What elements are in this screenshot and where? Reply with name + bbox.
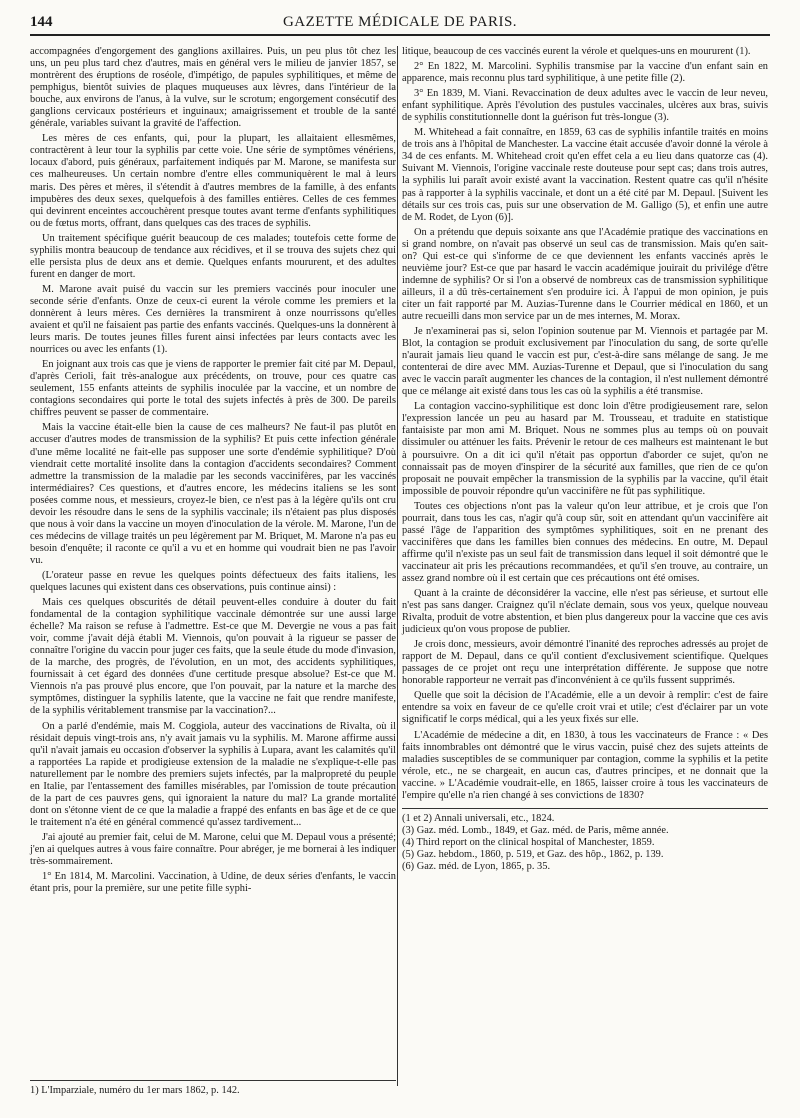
paragraph: On a prétendu que depuis soixante ans que l'Académie pratique des vaccinations en si grand nombre, on n'avait pas observé un seul cas de transmission. Mais qu'en sait-on? Qui est-ce qui s'informe de ce que deviennent les enfants vaccinés après le neuvième jour? Est-ce que par hasard le vaccin académique jouirait du privilége d'être indemne de syphilis? Or si l'on a observé de nombreux cas de transmission syphilitique ailleurs, il a dû très-certainement s'en produire ici. À l'appui de mon opinion, je puis citer un fait rapporté par M. Auzias-Turenne dans le Courrier médical en 1860, et un autre recueilli dans mon service par un de mes internes, M. Morax.	[402, 226, 768, 322]
paragraph: 3° En 1839, M. Viani. Revaccination de deux adultes avec le vaccin de leur neveu, enfant syphilitique. Après l'évolution des pustules vaccinales, ulcères aux bras, suivis de syphilis constitutionnelle dont la guérison fut très-longue (3).	[402, 88, 768, 124]
left-column	[30, 46, 396, 898]
paragraph: Quelle que soit la décision de l'Académie, elle a un devoir à remplir: c'est de faire entendre sa voix en faveur de ce qu'elle croit vrai et utile; c'est d'éclairer par un vote significatif le corps médical, qui a les yeux fixés sur elle.	[402, 690, 768, 726]
footnote: (4) Third report on the clinical hospital of Manchester, 1859.	[402, 836, 655, 848]
page-header	[30, 12, 770, 36]
paragraph: Quant à la crainte de déconsidérer la vaccine, elle n'est pas sérieuse, et surtout elle n'est pas sans danger. Craignez qu'il n'éclate demain, sous vos yeux, quelque nouveau Rivalta, produit de votre abstention, et bien plus dangereux pour la vaccine que ces avis judicieux qu'on vous propose de publier.	[402, 588, 768, 636]
page-number: 144	[30, 14, 53, 30]
paragraph: Mais ces quelques obscurités de détail peuvent-elles conduire à douter du fait fondamental de la contagion syphilitique vaccinale démontrée sur une aussi large échelle? Ma raison se refuse à l'admettre. Est-ce que M. Devergie ne vous a pas fait voir, comme j'avait déjà établi M. Viennois, qu'on pouvait à la rigueur se passer de connaître l'origine du vaccin pour juger ces faits, que la seule étude du mode d'invasion, de la marche, des progrès, de l'évolution, en un mot, des accidents syphilitiques, fournissait à cet égard des données d'une certitude presque absolue? Est-ce que M. Viennois n'a pas prouvé plus encore, que l'on pouvait, par la nature et la marche des symptômes, distinguer la syphilis latente, que la vaccine ne fait que rendre manifeste, de la syphilis véritablement transmise par la vaccination?...	[30, 597, 396, 717]
paragraph: accompagnées d'engorgement des ganglions axillaires. Puis, un peu plus tôt chez les uns, un peu plus tard chez d'autres, mais en général vers le milieu de janvier 1857, se montrèrent des éruptions de roséole, d'impétigo, de papules syphilitiques, et même de pemphigus, bientôt suivies de plaques muqueuses aux lèvres, dans l'intérieur de la bouche, aux environs de l'anus, à la vulve, sur le scrotum; engorgement consécutif des ganglions cervicaux postérieurs et inguinaux; amaigrissement et trouble de la santé générale, variables suivant la gravité de l'affection.	[30, 46, 396, 130]
paragraph: J'ai ajouté au premier fait, celui de M. Marone, celui que M. Depaul vous a présenté; j'en ai quelques autres à vous faire connaître. Pour abréger, je me bornerai à les indiquer très-sommairement.	[30, 831, 396, 868]
paragraph: M. Marone avait puisé du vaccin sur les premiers vaccinés pour inoculer une seconde série d'enfants. Onze de ceux-ci eurent la vérole comme les premiers et la donnèrent à leurs mères. Ces dernières la transmirent à onze nourrissons qu'elles avaient et qu'il ne faisaient pas partie des enfants vaccinés. Quelques-uns la donnèrent à leurs maris. De toutes jeunes filles furent ainsi infectées par leurs contacts avec les nourrices ou avec les enfants (1).	[30, 283, 396, 356]
paragraph: 2° En 1822, M. Marcolini. Syphilis transmise par la vaccine d'un enfant sain en apparence, mais reconnu plus tard syphilitique, à une petite fille (2).	[402, 61, 768, 85]
footnote: (5) Gaz. hebdom., 1860, p. 519, et Gaz. des hôp., 1862, p. 139.	[402, 848, 664, 860]
paragraph: Je crois donc, messieurs, avoir démontré l'inanité des reproches adressés au projet de rapport de M. Depaul, dans ce qu'il contient d'exclusivement scientifique. Quelques passages de ce projet ont reçu une interprétation différente. Je suppose que notre honorable rapporteur ne verrait pas d'inconvénient à ce qu'ils fussent supprimés.	[402, 639, 768, 687]
footnote: (3) Gaz. méd. Lomb., 1849, et Gaz. méd. de Paris, même année.	[402, 824, 669, 836]
column-divider	[397, 46, 398, 1086]
paragraph: Mais la vaccine était-elle bien la cause de ces malheurs? Ne faut-il pas plutôt en accuser d'autres modes de transmission de la syphilis? Et puis cette infection générale d'une même localité ne fait-elle pas supposer une sorte d'endémie syphilitique? D'où viendrait cette mortalité insolite dans la contagion d'accidents secondaires? Comment admettre la transmission de la maladie par les seconds vaccinifères, par les vaccinés intermédiaires? Ces questions, et d'autres encore, les médecins italiens se les sont posées comme nous, et messieurs, croyez-le bien, ce n'est pas à la légère qu'ils ont cru devoir les résoudre dans le sens de la syphilis vaccinale; ils n'étaient pas plus disposés que nous à voir dans la vaccine un moyen d'inoculation de la vérole. M. Marone, l'un de ces médecins de village traités un peu légèrement par M. Briquet, M. Marone n'a pas eu besoin d'enquête; il raconte ce qu'il a vu et en homme qui voudrait bien ne pas l'avoir vu.	[30, 422, 396, 566]
footnote: (6) Gaz. méd. de Lyon, 1865, p. 35.	[402, 860, 551, 872]
paragraph: On a parlé d'endémie, mais M. Coggiola, auteur des vaccinations de Rivalta, où il résidait depuis vingt-trois ans, n'y avait jamais vu la syphilis. M. Marone affirme aussi qu'il n'avait jamais eu occasion d'observer la syphilis à Lupara, avant les calamités qu'il a rapportées La rapide et prodigieuse extension de la maladie ne s'explique-t-elle pas naturellement par le nombre des premiers sujets infectés, par la malpropreté du peuple en Italie, par l'entassement des familles misérables, par l'omission de toute précaution de la part de ces pauvres gens, qui ignoraient la nature du mal? La grande mortalité dont on s'étonne vient de ce que la maladie a frappé des enfants en bas âge et de ce que le traitement n'a été en général commencé qu'assez tardivement...	[30, 720, 396, 828]
paragraph: Les mères de ces enfants, qui, pour la plupart, les allaitaient ellesmêmes, contractèrent à leur tour la syphilis par cette voie. Une série de symptômes vénériens, locaux d'abord, puis généraux, parfaitement indiqués par M. Marone, se manifesta sur ces malheureuses. Un certain nombre d'entre elles communiquèrent le mal à leurs maris. Des pères et mères, il s'étendit à d'autres membres de la famille, à des enfants impubères des deux sexes, quelquefois à des familles entières. Celles de ces femmes qui devinrent enceintes accouchèrent presque toutes avant terme d'enfants syphilitiques ou de fœtus morts, offrant, dans quelques cas des traces de syphilis.	[30, 133, 396, 229]
paragraph: litique, beaucoup de ces vaccinés eurent la vérole et quelques-uns en moururent (1).	[402, 46, 751, 57]
running-title: GAZETTE MÉDICALE DE PARIS.	[282, 14, 518, 30]
paragraph: Un traitement spécifique guérit beaucoup de ces malades; toutefois cette forme de syphilis montra beaucoup de tendance aux récidives, et il se trouva des sujets chez qui elle persista plus de deux ans et demie. Quelques enfants moururent, et des adultes furent en danger de mort.	[30, 232, 396, 280]
paragraph: (L'orateur passe en revue les quelques points défectueux des faits italiens, les quelques lacunes qui existent dans ces observations, puis continue ainsi) :	[30, 569, 396, 594]
paragraph: Toutes ces objections n'ont pas la valeur qu'on leur attribue, et je crois que l'on pourrait, dans tous les cas, n'agir qu'à coup sûr, soit en attendant qu'un vaccinifère ait passé l'âge de l'apparition des symptômes syphilitiques, soit en ne prenant des vaccinifères que dans les familles bien connues des médecins. En outre, M. Depaul affirme qu'il n'existe pas un seul fait de transmission dans lequel il soit démontré que le vaccinateur ait pris les précautions recommandées, et qu'il s'en trouve, au contraire, un assez grand nombre où il est certain que ces précautions ont été omises.	[402, 500, 768, 584]
paragraph: M. Whitehead a fait connaître, en 1859, 63 cas de syphilis infantile traités en moins de trois ans à l'hôpital de Manchester. La vaccine était accusée d'avoir donné la vérole à 34 de ces enfants. M. Whitehead croit qu'en effet cela a eu lieu dans quatorze cas (4). Suivant M. Viennois, l'origine vaccinale reste douteuse pour sept cas; dans trois autres, la syphilis lui paraît avoir existé avant la vaccination. Restent quatre cas qu'il n'hésite pas à rapporter à la syphilis vaccinale, et dont un a été cité par M. Depaul. [Suivent les détails sur ces trois cas, puis sur une observation de M. Galligo (5), et enfin une autre de M. Rodet, de Lyon (6)].	[402, 127, 768, 223]
right-column	[402, 46, 768, 873]
footnote: 1) L'Imparziale, numéro du 1er mars 1862, p. 142.	[30, 1080, 396, 1096]
footnotes	[402, 808, 768, 873]
paragraph: En joignant aux trois cas que je viens de rapporter le premier fait cité par M. Depaul, d'après Cerioli, fait très-analogue aux précédents, on trouve, pour ces quatre cas seulement, 155 enfants atteints de syphilis inoculée par la vaccine, et un nombre de contagions secondaires qui porte le total des sujets infectés à près de 300. De pareils chiffres peuvent se passer de commentaire.	[30, 359, 396, 419]
footnote: (1 et 2) Annali universali, etc., 1824.	[402, 812, 555, 824]
paragraph: 1° En 1814, M. Marcolini. Vaccination, à Udine, de deux séries d'enfants, le vaccin étant pris, pour la première, sur une petite fille syphi-	[30, 871, 396, 895]
paragraph: La contagion vaccino-syphilitique est donc loin d'être prodigieusement rare, selon l'expression lancée un peu au hasard par M. Trousseau, et traduite en statistique fantaisiste par mon ami M. Briquet. Nous ne sommes plus au temps où on pouvait dissimuler ou atténuer les faits. Prévenir le retour de ces malheurs est maintenant le but à poursuivre. On a dit ici qu'il n'était pas opportun d'aborder ce sujet, qu'on ne connaissait pas de moyen d'inspirer de la sécurité aux familles, que rien de ce qu'on proposait ne pouvait empêcher la transmission de la syphilis par la vaccine, qu'il était impossible de pouvoir répondre qu'un vaccinifère ne fût pas syphilitique.	[402, 401, 768, 497]
paragraph: Je n'examinerai pas si, selon l'opinion soutenue par M. Viennois et partagée par M. Blot, la contagion se produit exclusivement par l'inoculation du sang, de sorte qu'elle n'aurait jamais lieu quand le vaccin est pur, c'est-à-dire sans mélange de sang. Je me contenterai de dire avec MM. Auzias-Turenne et Depaul, que si l'inoculation du sang avec le vaccin paraît augmenter les chances de la contagion, il n'est nullement démontré que ce mélange ait existé dans tous les cas où la syphilis a été transmise.	[402, 326, 768, 398]
paragraph: L'Académie de médecine a dit, en 1830, à tous les vaccinateurs de France : « Des faits innombrables ont démontré que le virus vaccin, puisé chez des sujets atteints de maladies susceptibles de se communiquer par contagion, comme la syphilis et la petite vérole, etc., ne se chargeait, en aucun cas, d'autres principes, et ne donnait que la vaccine. » L'Académie voudrait-elle, en 1865, laisser croire à tous les vaccinateurs de l'empire qu'elle n'a rien changé à ses convictions de 1830?	[402, 729, 768, 801]
